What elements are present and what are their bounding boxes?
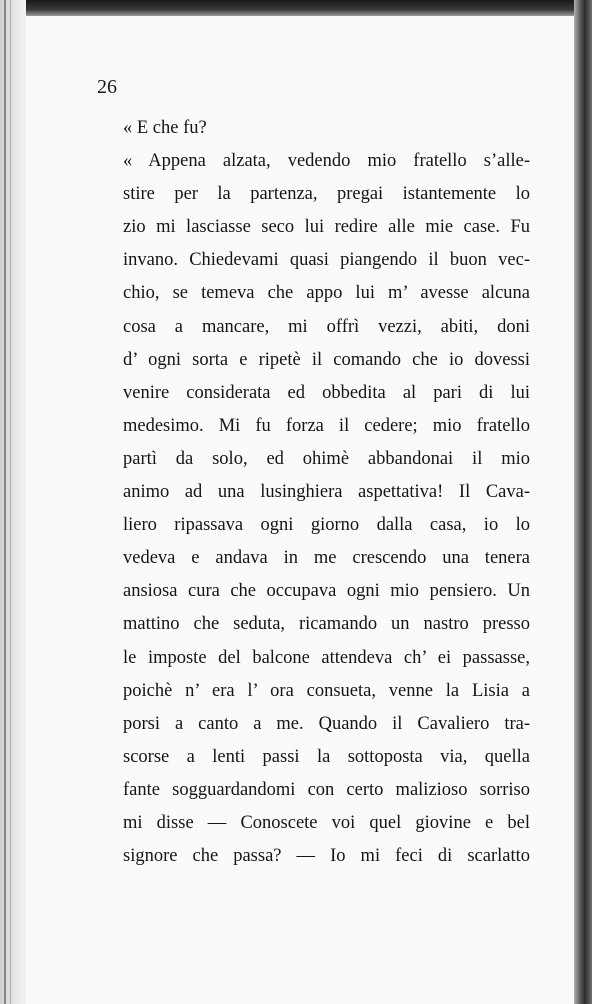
text-line: medesimo. Mi fu forza il cedere; mio fratello: [123, 415, 530, 436]
text-line: vedeva e andava in me crescendo una tenera: [123, 548, 530, 569]
text-line: le imposte del balcone attendeva ch’ ei passasse,: [123, 647, 530, 668]
text-line: « E che fu?: [123, 118, 207, 138]
text-line: venire considerata ed obbedita al pari di lui: [123, 382, 530, 403]
body-text: [123, 112, 530, 873]
text-line: signore che passa? — Io mi feci di scarlatto: [123, 846, 530, 867]
text-line: ansiosa cura che occupava ogni mio pensiero. Un: [123, 581, 530, 602]
text-line: mattino che seduta, ricamando un nastro presso: [123, 614, 530, 635]
text-line: invano. Chiedevami quasi piangendo il buon vec-: [123, 250, 530, 271]
text-line: partì da solo, ed ohimè abbandonai il mio: [123, 448, 530, 469]
text-line: animo ad una lusinghiera aspettativa! Il Cava-: [123, 482, 530, 503]
page-edge-stack: [574, 0, 592, 1004]
text-line: mi disse — Conoscete voi quel giovine e bel: [123, 812, 530, 833]
text-line: zio mi lasciasse seco lui redire alle mie case. Fu: [123, 217, 530, 238]
book-binding-top: [0, 0, 592, 16]
text-line: chio, se temeva che appo lui m’ avesse alcuna: [123, 283, 530, 304]
text-line: « Appena alzata, vedendo mio fratello s’alle-: [123, 151, 530, 172]
text-line: liero ripassava ogni giorno dalla casa, io lo: [123, 515, 530, 536]
text-line: poichè n’ era l’ ora consueta, venne la Lisia a: [123, 680, 530, 701]
text-line: d’ ogni sorta e ripetè il comando che io dovessi: [123, 349, 530, 370]
text-line: fante sogguardandomi con certo malizioso sorriso: [123, 779, 530, 800]
text-line: cosa a mancare, mi offrì vezzi, abiti, doni: [123, 316, 530, 337]
book-gutter-left: [0, 0, 26, 1004]
text-line: stire per la partenza, pregai istantemente lo: [123, 184, 530, 205]
text-line: porsi a canto a me. Quando il Cavaliero tra-: [123, 713, 530, 734]
text-line: scorse a lenti passi la sottoposta via, quella: [123, 746, 530, 767]
page-number: 26: [97, 76, 117, 98]
